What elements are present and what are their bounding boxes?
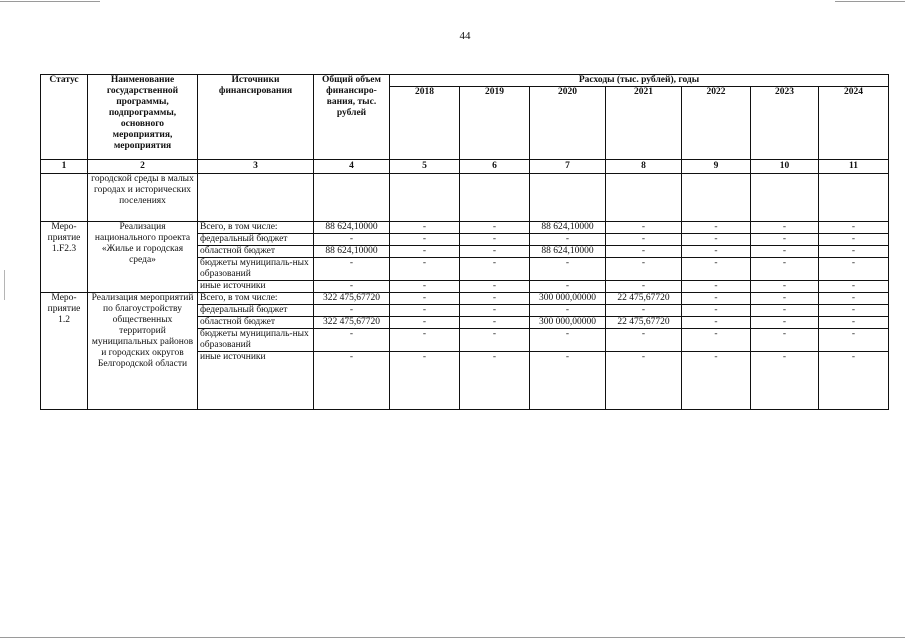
value-cell: - [819, 258, 889, 281]
value-cell: - [460, 258, 530, 281]
value-cell: - [751, 305, 819, 317]
column-number: 2 [88, 160, 198, 174]
value-cell: - [390, 317, 460, 329]
value-cell: - [606, 305, 682, 317]
value-cell: - [460, 234, 530, 246]
source-label: федеральный бюджет [198, 234, 314, 246]
value-cell: - [314, 258, 390, 281]
source-label: областной бюджет [198, 246, 314, 258]
page-number: 44 [459, 30, 471, 42]
header-status: Статус [41, 75, 88, 160]
value-cell: - [530, 258, 606, 281]
block-name: Реализация мероприятий по благоустройству общественных территорий муниципальных районов и городских округов Белгородской области [88, 293, 198, 410]
value-cell: - [751, 293, 819, 305]
value-cell: - [460, 293, 530, 305]
column-number: 6 [460, 160, 530, 174]
value-cell: - [460, 305, 530, 317]
value-cell: - [751, 234, 819, 246]
header-expenses: Расходы (тыс. рублей), годы [390, 75, 889, 87]
header-sources: Источники финансирования [198, 75, 314, 160]
scan-edge-bottom [0, 637, 905, 638]
empty-cell [751, 174, 819, 222]
value-cell: - [682, 281, 751, 293]
value-cell: - [390, 281, 460, 293]
value-cell: 300 000,00000 [530, 293, 606, 305]
value-cell: - [390, 258, 460, 281]
value-cell: 322 475,67720 [314, 293, 390, 305]
value-cell: - [751, 329, 819, 352]
value-cell: - [819, 234, 889, 246]
source-label: Всего, в том числе: [198, 293, 314, 305]
column-number: 11 [819, 160, 889, 174]
value-cell: 88 624,10000 [530, 222, 606, 234]
value-cell: 88 624,10000 [314, 222, 390, 234]
empty-cell [41, 174, 88, 222]
value-cell: 300 000,00000 [530, 317, 606, 329]
empty-cell [314, 174, 390, 222]
value-cell: - [751, 246, 819, 258]
value-cell: - [530, 329, 606, 352]
value-cell: - [390, 222, 460, 234]
block-name: Реализация национального проекта «Жилье и городская среда» [88, 222, 198, 293]
value-cell: - [819, 305, 889, 317]
value-cell: - [819, 352, 889, 410]
value-cell: - [682, 329, 751, 352]
column-number: 7 [530, 160, 606, 174]
value-cell: - [819, 329, 889, 352]
value-cell: - [751, 352, 819, 410]
source-label: областной бюджет [198, 317, 314, 329]
column-number: 1 [41, 160, 88, 174]
column-number: 9 [682, 160, 751, 174]
header-year: 2018 [390, 87, 460, 160]
scan-margin-mark [4, 270, 5, 300]
value-cell: 88 624,10000 [314, 246, 390, 258]
header-row-top [41, 75, 889, 87]
scan-edge-top-right [835, 1, 905, 2]
empty-cell [530, 174, 606, 222]
value-cell: - [819, 281, 889, 293]
source-label: Всего, в том числе: [198, 222, 314, 234]
value-cell: - [390, 293, 460, 305]
value-cell: - [682, 293, 751, 305]
empty-cell [198, 174, 314, 222]
column-number-row [41, 160, 889, 174]
value-cell: - [460, 352, 530, 410]
header-year: 2024 [819, 87, 889, 160]
value-cell: - [390, 329, 460, 352]
value-cell: - [314, 329, 390, 352]
value-cell: - [530, 281, 606, 293]
source-label: иные источники [198, 281, 314, 293]
value-cell: - [751, 258, 819, 281]
header-year: 2022 [682, 87, 751, 160]
header-year: 2021 [606, 87, 682, 160]
value-cell: - [819, 293, 889, 305]
value-cell: - [819, 317, 889, 329]
empty-cell [606, 174, 682, 222]
value-cell: - [751, 281, 819, 293]
scan-edge-top-left [0, 1, 100, 2]
value-cell: - [460, 222, 530, 234]
value-cell: - [460, 281, 530, 293]
value-cell: - [460, 329, 530, 352]
value-cell: - [682, 352, 751, 410]
value-cell: - [530, 352, 606, 410]
value-cell: - [682, 222, 751, 234]
source-label: бюджеты муниципаль-ных образований [198, 258, 314, 281]
value-cell: - [682, 317, 751, 329]
value-cell: - [314, 234, 390, 246]
value-cell: - [390, 234, 460, 246]
value-cell: - [390, 305, 460, 317]
value-cell: 88 624,10000 [530, 246, 606, 258]
table-row [41, 293, 889, 305]
value-cell: - [314, 281, 390, 293]
value-cell: - [606, 222, 682, 234]
header-year: 2023 [751, 87, 819, 160]
value-cell: - [606, 246, 682, 258]
value-cell: - [530, 234, 606, 246]
column-number: 3 [198, 160, 314, 174]
empty-cell [819, 174, 889, 222]
column-number: 8 [606, 160, 682, 174]
column-number: 4 [314, 160, 390, 174]
block-status: Меро-приятие 1.2 [41, 293, 88, 410]
source-label: иные источники [198, 352, 314, 410]
value-cell: - [819, 222, 889, 234]
continuation-row [41, 174, 889, 222]
value-cell: 22 475,67720 [606, 317, 682, 329]
continuation-name: городской среды в малых городах и исторических поселениях [88, 174, 198, 222]
value-cell: - [314, 352, 390, 410]
empty-cell [460, 174, 530, 222]
source-label: федеральный бюджет [198, 305, 314, 317]
empty-cell [682, 174, 751, 222]
value-cell: - [460, 246, 530, 258]
header-year: 2019 [460, 87, 530, 160]
value-cell: - [606, 258, 682, 281]
value-cell: - [390, 352, 460, 410]
column-number: 5 [390, 160, 460, 174]
value-cell: - [606, 281, 682, 293]
table-row [41, 222, 889, 234]
value-cell: 22 475,67720 [606, 293, 682, 305]
header-name: Наименование государственной программы, подпрограммы, основного мероприятия, мероприятия [88, 75, 198, 160]
value-cell: - [606, 234, 682, 246]
value-cell: - [751, 222, 819, 234]
block-status: Меро-приятие 1.F2.3 [41, 222, 88, 293]
value-cell: - [682, 305, 751, 317]
header-total: Общий объем финансиро-вания, тыс. рублей [314, 75, 390, 160]
value-cell: - [460, 317, 530, 329]
value-cell: 322 475,67720 [314, 317, 390, 329]
source-label: бюджеты муниципаль-ных образований [198, 329, 314, 352]
value-cell: - [819, 246, 889, 258]
value-cell: - [682, 234, 751, 246]
expenses-table [40, 74, 889, 410]
value-cell: - [606, 329, 682, 352]
value-cell: - [390, 246, 460, 258]
column-number: 10 [751, 160, 819, 174]
value-cell: - [682, 246, 751, 258]
value-cell: - [314, 305, 390, 317]
empty-cell [390, 174, 460, 222]
header-year: 2020 [530, 87, 606, 160]
value-cell: - [682, 258, 751, 281]
value-cell: - [530, 305, 606, 317]
value-cell: - [751, 317, 819, 329]
value-cell: - [606, 352, 682, 410]
